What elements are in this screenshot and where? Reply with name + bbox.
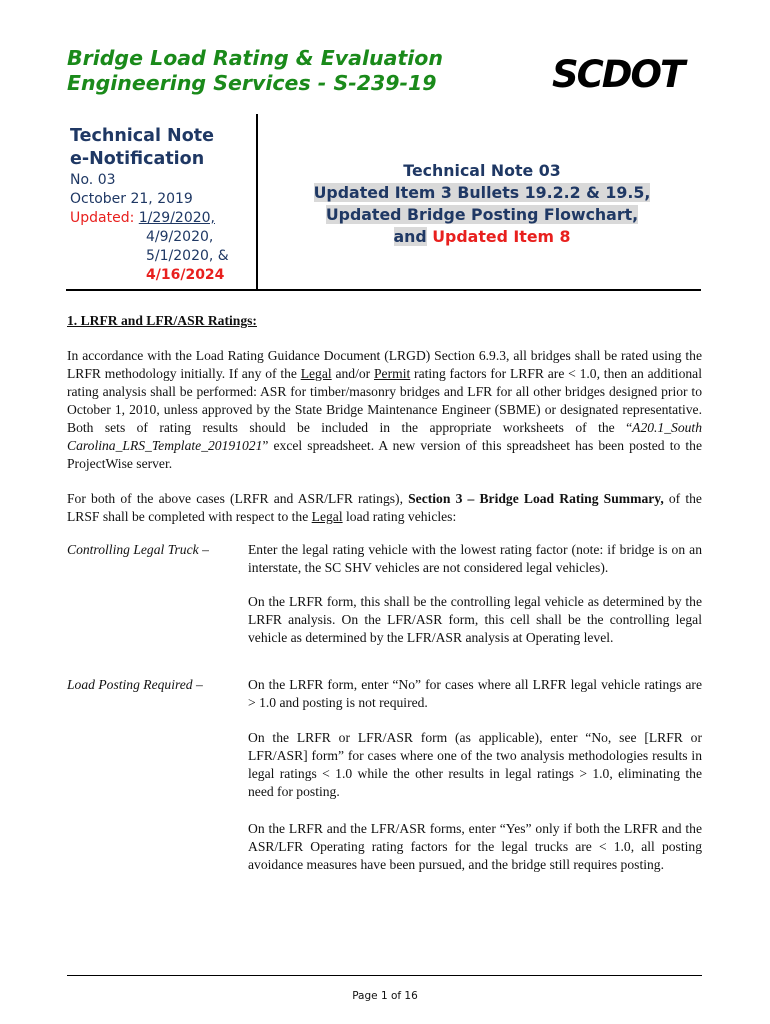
updated-date-1: 1/29/2020, [138, 210, 215, 226]
note-heading-1: Technical Note [70, 126, 214, 146]
title-line-2: Engineering Services - S-239-19 [67, 71, 437, 95]
updated-date-3: 5/1/2020, & [146, 248, 229, 264]
p2-a: For both of the above cases (LRFR and ASR/LFR ratings), [67, 491, 409, 506]
note-title-line-4b: Updated Item 8 [432, 227, 571, 246]
p1-c: rating factors for LRFR are < 1.0, then an additional rating analysis shall be performed: ASR for timber/masonry bridges and LFR for all other bridges designed prior to October 1, 2010, unless approved by the State Bridge Maintenance Engineer (SBME) or designated representative. Both sets of rating results should be included in the appropriate worksheets of the “ [67, 366, 702, 435]
note-title-line-2: Updated Item 3 Bullets 19.2.2 & 19.5, [313, 183, 651, 202]
p1-legal: Legal [300, 366, 332, 381]
updated-label: Updated: [70, 210, 135, 226]
document-title [67, 46, 537, 96]
updated-date-2: 4/9/2020, [146, 229, 214, 245]
paragraph-2 [67, 490, 702, 526]
def2-para-3: On the LRFR and the LFR/ASR forms, enter “Yes” only if both the LRFR and the ASR/LFR Operating rating factors for the legal trucks are < 1.0, all posting avoidance measures have been pursued, and the bridge still requires posting. [248, 821, 702, 872]
note-title-line-1: Technical Note 03 [403, 161, 561, 180]
title-line-1: Bridge Load Rating & Evaluation [67, 46, 443, 70]
section-1-title-text: 1. LRFR and LFR/ASR Ratings: [67, 313, 257, 328]
horizontal-divider [66, 289, 701, 291]
p2-legal: Legal [311, 509, 343, 524]
def2-para-1: On the LRFR form, enter “No” for cases where all LRFR legal vehicle ratings are > 1.0 and posting is not required. [248, 677, 702, 710]
page-number: Page 1 of 16 [352, 990, 418, 1002]
paragraph-1 [67, 347, 702, 473]
updated-row [70, 209, 252, 228]
p1-d: ” excel spreadsheet. A new version of this spreadsheet has been posted to the ProjectWise server. [67, 438, 702, 471]
section-1-title [67, 313, 257, 329]
def1-para-1: Enter the legal rating vehicle with the lowest rating factor (note: if bridge is on an interstate, the SC SHV vehicles are not considered legal vehicles). [248, 542, 702, 575]
note-date: October 21, 2019 [70, 191, 193, 207]
p1-b: and/or [331, 366, 374, 381]
note-heading-2: e-Notification [70, 149, 205, 169]
p2-bold: Section 3 – Bridge Load Rating Summary, [408, 491, 664, 506]
technical-note-info [70, 125, 252, 285]
scdot-logo [552, 52, 702, 94]
footer-divider [67, 975, 702, 976]
def2-para-2: On the LRFR or LFR/ASR form (as applicable), enter “No, see [LRFR or LFR/ASR] form” for cases where one of the two analysis methodologies results in legal ratings < 1.0 while the other results in legal ratings > 1.0, eliminating the need for posting. [248, 730, 702, 799]
def-term-controlling-legal-truck: Controlling Legal Truck – [67, 542, 209, 557]
note-title-line-3: Updated Bridge Posting Flowchart, [325, 205, 639, 224]
def1-para-2: On the LRFR form, this shall be the controlling legal vehicle as determined by the LRFR analysis. On the LFR/ASR form, this cell shall be the controlling legal vehicle as determined by the LFR/ASR analysis at Operating level. [248, 594, 702, 645]
svg-text:SCDOT: SCDOT [552, 53, 684, 94]
p1-a: In accordance with the Load Rating Guidance Document (LRGD) Section 6.9.3, all bridges shall be rated using the LRFR methodology initially. If any of the [67, 348, 702, 381]
note-number: No. 03 [70, 172, 116, 188]
p2-c: load rating vehicles: [342, 509, 457, 524]
vertical-divider [256, 114, 258, 290]
note-title-line-4a: and [393, 227, 427, 246]
p1-permit: Permit [374, 366, 411, 381]
technical-note-title [266, 160, 698, 248]
updated-date-4: 4/16/2024 [146, 267, 225, 283]
def-term-load-posting-required: Load Posting Required – [67, 677, 203, 692]
p2-b: of the LRSF shall be completed with respect to the [67, 491, 702, 524]
p1-file: A20.1_South Carolina_LRS_Template_20191021 [67, 420, 702, 453]
